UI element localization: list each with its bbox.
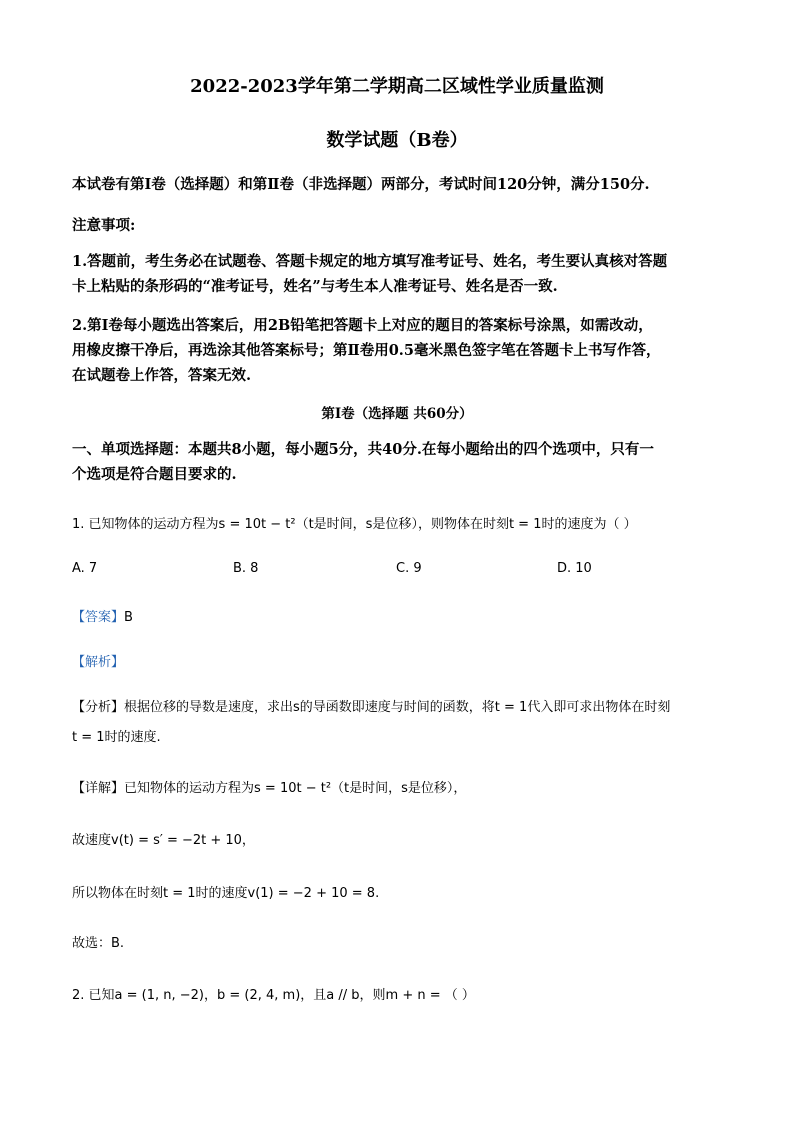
analysis-line [72, 651, 124, 670]
question-1-option-c: C. 9 [396, 561, 422, 576]
section-instruction-line-1: 一、单项选择题：本题共8小题，每小题5分，共40分.在每小题给出的四个选项中，只有一 [72, 441, 654, 458]
fenxi-line-1 [72, 696, 670, 715]
answer-tag: 【答案】 [72, 610, 125, 625]
note-2-line-1: 2.第Ⅰ卷每小题选出答案后，用2B铅笔把答题卡上对应的题目的答案标号涂黑，如需改动， [72, 317, 653, 334]
exam-intro: 本试卷有第Ⅰ卷（选择题）和第Ⅱ卷（非选择题）两部分，考试时间120分钟，满分150分. [72, 176, 650, 193]
question-1-option-b: B. 8 [233, 561, 259, 576]
notes-heading: 注意事项: [72, 217, 136, 234]
solution-step-1: 故速度v(t) = s′ = −2t + 10， [72, 833, 255, 848]
note-2-line-3: 在试题卷上作答，答案无效. [72, 367, 252, 384]
note-2-line-2: 用橡皮擦干净后，再选涂其他答案标号；第Ⅱ卷用0.5毫米黑色签字笔在答题卡上书写作答， [72, 342, 661, 359]
question-2-stem: 2. 已知a = (1, n, −2)，b = (2, 4, m)，且a // b，则m + n = （ ） [72, 988, 475, 1003]
question-1-option-a: A. 7 [72, 561, 98, 576]
fenxi-text-1: 根据位移的导数是速度，求出s的导函数即速度与时间的函数，将t = 1代入即可求出物体在时刻 [124, 700, 671, 715]
detail-text: 已知物体的运动方程为s = 10t − t²（t是时间，s是位移）， [124, 781, 467, 796]
detail-tag: 【详解】 [72, 781, 125, 796]
question-1-option-d: D. 10 [557, 561, 592, 576]
solution-conclusion: 故选：B. [72, 936, 125, 951]
note-1-line-2: 卡上粘贴的条形码的“准考证号，姓名”与考生本人准考证号、姓名是否一致. [72, 278, 558, 295]
page-title: 2022-2023学年第二学期高二区域性学业质量监测 [190, 76, 604, 97]
section-instruction-line-2: 个选项是符合题目要求的. [72, 466, 237, 483]
fenxi-line-2: t = 1时的速度. [72, 730, 161, 745]
answer-value: B [124, 610, 133, 625]
note-1-line-1: 1.答题前，考生务必在试题卷、答题卡规定的地方填写准考证号、姓名，考生要认真核对答题 [72, 253, 668, 270]
section-heading: 第Ⅰ卷（选择题 共60分） [321, 406, 473, 422]
question-1-stem: 1. 已知物体的运动方程为s = 10t − t²（t是时间，s是位移），则物体在时刻t = 1时的速度为（ ） [72, 517, 637, 532]
answer-line [72, 606, 133, 625]
detail-line [72, 777, 466, 796]
solution-step-2: 所以物体在时刻t = 1时的速度v(1) = −2 + 10 = 8. [72, 886, 380, 901]
fenxi-tag: 【分析】 [72, 700, 125, 715]
page-subtitle: 数学试题（B卷） [326, 130, 468, 151]
analysis-tag: 【解析】 [72, 655, 125, 670]
